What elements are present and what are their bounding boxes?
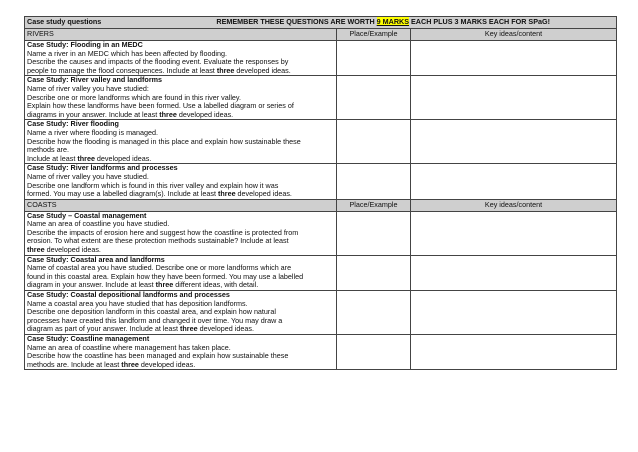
place-example-cell[interactable] xyxy=(337,291,411,335)
case-title: Case Study: River landforms and processes xyxy=(27,163,178,173)
coasts-section-label: COASTS xyxy=(25,199,337,211)
rivers-header-row xyxy=(25,29,617,41)
case-description: Case Study: Flooding in an MEDC Name a river in an MEDC which has been affected by flooding. Describe the causes and impacts of the flooding event. Evaluate the responses by people to manage the flood consequences. Include at least three developed ideas. xyxy=(25,41,337,76)
case-row-rivers-4 xyxy=(25,164,617,199)
key-ideas-cell[interactable] xyxy=(411,211,617,255)
rivers-section-label: RIVERS xyxy=(25,29,337,41)
case-row-coasts-4 xyxy=(25,335,617,370)
place-example-cell[interactable] xyxy=(337,211,411,255)
key-ideas-cell[interactable] xyxy=(411,76,617,120)
case-row-rivers-2 xyxy=(25,76,617,120)
key-ideas-cell[interactable] xyxy=(411,41,617,76)
case-description: Case Study: Coastline management Name an area of coastline where management has taken place. Describe how the coastline has been managed and explain how sustainable these methods are. Include at least three developed ideas. xyxy=(25,335,337,370)
case-row-rivers-1 xyxy=(25,41,617,76)
case-title: Case Study: River valley and landforms xyxy=(27,75,163,85)
case-title: Case Study: Coastline management xyxy=(27,334,150,343)
case-row-coasts-1 xyxy=(25,211,617,255)
key-ideas-cell[interactable] xyxy=(411,335,617,370)
case-description: Case Study: Coastal depositional landforms and processes Name a coastal area you have studied that has deposition landforms. Describe one deposition landform in this coastal area, and explain how natural processes have created this landform and changed it over time. You may draw a diagram as part of your answer. Include at least three developed ideas. xyxy=(25,291,337,335)
title-cell xyxy=(25,17,617,29)
title-warning: REMEMBER THESE QUESTIONS ARE WORTH 9 MARKS EACH PLUS 3 MARKS EACH FOR SPaG! xyxy=(216,17,550,26)
place-example-cell[interactable] xyxy=(337,41,411,76)
case-title: Case Study: Coastal depositional landforms and processes xyxy=(27,290,230,300)
place-example-cell[interactable] xyxy=(337,164,411,199)
case-title: Case Study – Coastal management xyxy=(27,211,147,220)
rivers-col-place: Place/Example xyxy=(337,29,411,41)
case-description: Case Study – Coastal management Name an area of coastline you have studied. Describe the impacts of erosion here and suggest how the coastline is protected from erosion. To what extent are these protection methods sustainable? Include at least three developed ideas. xyxy=(25,211,337,255)
case-title: Case Study: River flooding xyxy=(27,119,119,129)
key-ideas-cell[interactable] xyxy=(411,291,617,335)
case-title: Case Study: Coastal area and landforms xyxy=(27,255,165,264)
key-ideas-cell[interactable] xyxy=(411,255,617,290)
title-row xyxy=(25,17,617,29)
marks-highlight: 9 MARKS xyxy=(376,17,410,26)
case-description: Case Study: Coastal area and landforms Name of coastal area you have studied. Describe one or more landforms which are found in this coastal area. Explain how they have been formed. You may use a labelled diagram in your answer. Include at least three different ideas, with detail. xyxy=(25,255,337,290)
rivers-col-key: Key ideas/content xyxy=(411,29,617,41)
case-description: Case Study: River valley and landforms Name of river valley you have studied: Describe one or more landforms which are found in this river valley. Explain how these landforms have been formed. Use a labelled diagram or series of diagrams in your answer. Include at least three developed ideas. xyxy=(25,76,337,120)
place-example-cell[interactable] xyxy=(337,255,411,290)
case-study-table xyxy=(24,16,617,370)
place-example-cell[interactable] xyxy=(337,76,411,120)
coasts-col-place: Place/Example xyxy=(337,199,411,211)
key-ideas-cell[interactable] xyxy=(411,120,617,164)
place-example-cell[interactable] xyxy=(337,335,411,370)
case-description: Case Study: River flooding Name a river where flooding is managed. Describe how the flooding is managed in this place and explain how sustainable these methods are. Include at least three developed ideas. xyxy=(25,120,337,164)
place-example-cell[interactable] xyxy=(337,120,411,164)
case-description: Case Study: River landforms and processes Name of river valley you have studied. Describe one landform which is found in this river valley and explain how it was formed. You may use a labelled diagram(s). Include at least three developed ideas. xyxy=(25,164,337,199)
case-title: Case Study: Flooding in an MEDC xyxy=(27,40,143,49)
coasts-col-key: Key ideas/content xyxy=(411,199,617,211)
case-row-coasts-2 xyxy=(25,255,617,290)
title-left: Case study questions xyxy=(27,17,102,26)
key-ideas-cell[interactable] xyxy=(411,164,617,199)
case-row-rivers-3 xyxy=(25,120,617,164)
case-row-coasts-3 xyxy=(25,291,617,335)
coasts-header-row xyxy=(25,199,617,211)
